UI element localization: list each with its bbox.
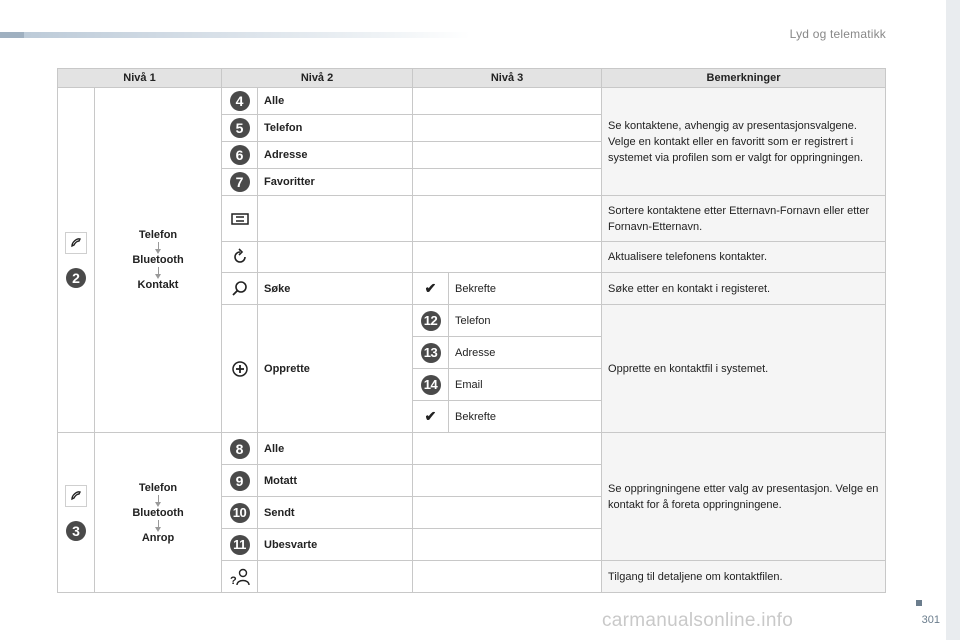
level2-label: Adresse: [258, 142, 413, 169]
check-icon: ✔: [424, 408, 437, 424]
level2-label: Telefon: [258, 115, 413, 142]
level2-label: Alle: [258, 88, 413, 115]
menu-table: [57, 68, 886, 593]
badge-cell: [222, 433, 258, 465]
badge-cell: [222, 529, 258, 561]
search-icon-cell: [222, 273, 258, 305]
step-badge: 10: [230, 503, 250, 523]
level3-label: Telefon: [449, 305, 602, 337]
step-badge: 6: [230, 145, 250, 165]
col-header-level2: Nivå 2: [222, 69, 413, 88]
contact-details-icon: [222, 567, 257, 587]
level3-empty: [413, 142, 602, 169]
level3-empty: [413, 169, 602, 196]
level2-empty: [258, 196, 413, 242]
page-edge-strip: [946, 0, 960, 640]
path-item: Anrop: [141, 531, 175, 544]
badge-cell: [413, 305, 449, 337]
table-row: [58, 433, 886, 465]
badge-cell: [222, 115, 258, 142]
step-badge: 7: [230, 172, 250, 192]
level1-chain-cell: [95, 88, 222, 433]
col-header-level1: Nivå 1: [58, 69, 222, 88]
remark-contacts: Se kontaktene, avhengig av presentasjonsvalgene. Velge en kontakt eller en favoritt som er registrert i systemet via profilen som er valgt for oppringningen.: [602, 88, 886, 196]
menu-path: [95, 482, 221, 544]
level3-empty: [413, 242, 602, 273]
remark-create: Opprette en kontaktfil i systemet.: [602, 305, 886, 433]
badge-cell: [222, 497, 258, 529]
arrow-down-icon: [158, 520, 159, 528]
step-badge: 3: [66, 521, 86, 541]
path-item: Telefon: [138, 229, 178, 241]
sort-icon-cell: [222, 196, 258, 242]
level3-empty: [413, 433, 602, 465]
check-cell: [413, 273, 449, 305]
arrow-down-icon: [158, 267, 159, 275]
step-badge: 2: [66, 268, 86, 288]
level3-empty: [413, 115, 602, 142]
page-number: 301: [921, 614, 940, 626]
level3-label: Email: [449, 369, 602, 401]
level2-empty: [258, 561, 413, 593]
path-item: Bluetooth: [132, 254, 184, 266]
step-badge: 4: [230, 91, 250, 111]
level3-empty: [413, 196, 602, 242]
arrow-down-icon: [158, 242, 159, 250]
badge-cell: [222, 142, 258, 169]
remark-sort: Sortere kontaktene etter Etternavn-Fornavn eller etter Fornavn-Etternavn.: [602, 196, 886, 242]
level1-chain-cell: [95, 433, 222, 593]
remark-calls: Se oppringningene etter valg av presentasjon. Velge en kontakt for å foreta oppringningene.: [602, 433, 886, 561]
badge-cell: [222, 169, 258, 196]
level2-label: Opprette: [258, 305, 413, 433]
col-header-remarks: Bemerkninger: [602, 69, 886, 88]
step-badge: 12: [421, 311, 441, 331]
sort-contacts-icon: [222, 212, 257, 226]
level2-empty: [258, 242, 413, 273]
col-header-level3: Nivå 3: [413, 69, 602, 88]
badge-cell: [413, 337, 449, 369]
level3-empty: [413, 529, 602, 561]
level2-label: Søke: [258, 273, 413, 305]
level3-empty: [413, 465, 602, 497]
table-row: [58, 88, 886, 115]
step-badge: 13: [421, 343, 441, 363]
table-header-row: [58, 69, 886, 88]
level2-label: Favoritter: [258, 169, 413, 196]
level3-label: Bekrefte: [449, 273, 602, 305]
step-badge: 8: [230, 439, 250, 459]
add-contact-icon: [222, 360, 257, 378]
refresh-icon: [222, 248, 257, 266]
menu-path: [95, 229, 221, 291]
arrow-down-icon: [158, 495, 159, 503]
header-bar-accent: [0, 32, 24, 38]
check-cell: [413, 401, 449, 433]
badge-cell: [413, 369, 449, 401]
level3-empty: [413, 497, 602, 529]
path-item: Kontakt: [137, 279, 179, 291]
phone-icon: [65, 232, 87, 254]
step-badge: 11: [230, 535, 250, 555]
phone-icon: [65, 485, 87, 507]
remark-search: Søke etter en kontakt i registeret.: [602, 273, 886, 305]
step-badge: 9: [230, 471, 250, 491]
remark-details: Tilgang til detaljene om kontaktfilen.: [602, 561, 886, 593]
path-item: Telefon: [138, 481, 178, 494]
add-icon-cell: [222, 305, 258, 433]
details-icon-cell: [222, 561, 258, 593]
watermark: carmanualsonline.info: [602, 610, 794, 631]
badge-cell: [222, 88, 258, 115]
level2-label: Sendt: [258, 497, 413, 529]
level3-label: Adresse: [449, 337, 602, 369]
refresh-icon-cell: [222, 242, 258, 273]
step-badge: 5: [230, 118, 250, 138]
remark-update: Aktualisere telefonens kontakter.: [602, 242, 886, 273]
level3-label: Bekrefte: [449, 401, 602, 433]
level2-label: Ubesvarte: [258, 529, 413, 561]
level1-icon-cell: [58, 433, 95, 593]
path-item: Bluetooth: [132, 506, 184, 519]
badge-cell: [222, 465, 258, 497]
check-icon: ✔: [424, 280, 437, 296]
search-icon: [222, 280, 257, 298]
level3-empty: [413, 88, 602, 115]
svg-text:?: ?: [229, 574, 237, 587]
level1-icon-cell: [58, 88, 95, 433]
level3-empty: [413, 561, 602, 593]
step-badge: 14: [421, 375, 441, 395]
header-bar: [0, 32, 470, 38]
level2-label: Alle: [258, 433, 413, 465]
section-title: Lyd og telematikk: [789, 27, 886, 41]
level2-label: Motatt: [258, 465, 413, 497]
page-marker: [916, 600, 922, 606]
